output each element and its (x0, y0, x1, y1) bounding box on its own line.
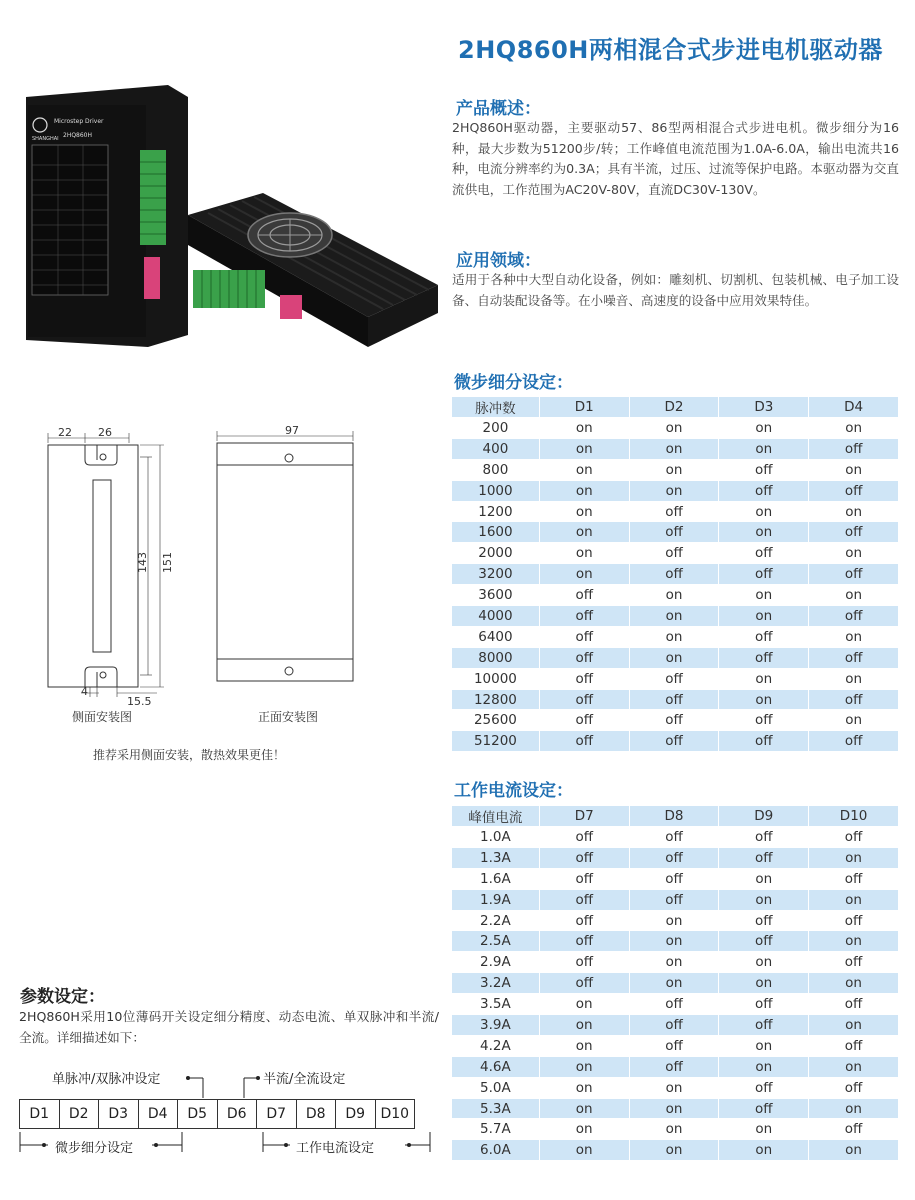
photo-label: Microstep Driver (54, 118, 104, 125)
table-row (452, 1035, 899, 1056)
overview-heading: 产品概述： (456, 99, 541, 119)
table-row (452, 868, 899, 889)
table-cell: on (539, 1098, 629, 1119)
table-cell: on (809, 668, 899, 689)
table-cell: 6400 (452, 626, 540, 647)
table-row (452, 626, 899, 647)
table-row (452, 889, 899, 910)
table-header-cell: D8 (629, 806, 719, 827)
table-cell: off (809, 480, 899, 501)
table-row (452, 931, 899, 952)
table-cell: off (539, 952, 629, 973)
table-cell: off (539, 827, 629, 848)
table-cell: on (809, 973, 899, 994)
table-cell: on (719, 438, 809, 459)
application-heading: 应用领域： (456, 251, 541, 271)
table-cell: on (539, 1056, 629, 1077)
table-cell: 6.0A (452, 1140, 540, 1161)
table-cell: on (809, 710, 899, 731)
table-cell: on (539, 543, 629, 564)
table-cell: off (719, 931, 809, 952)
table-cell: on (539, 1140, 629, 1161)
table-cell: on (629, 438, 719, 459)
table-cell: on (539, 418, 629, 439)
table-cell: 2.2A (452, 910, 540, 931)
product-photo (18, 85, 443, 370)
table-cell: on (809, 501, 899, 522)
table-cell: on (539, 1015, 629, 1036)
table-cell: off (809, 1035, 899, 1056)
table-header-cell: D7 (539, 806, 629, 827)
table-cell: on (719, 689, 809, 710)
table-cell: 1.3A (452, 847, 540, 868)
page-title: 2HQ860H两相混合式步进电机驱动器 (458, 36, 883, 64)
table-cell: on (539, 1077, 629, 1098)
table-cell: off (809, 522, 899, 543)
table-row (452, 418, 899, 439)
table-header-cell: 脉冲数 (452, 397, 540, 418)
table-cell: on (719, 1056, 809, 1077)
table-row (452, 1140, 899, 1161)
table-cell: on (539, 438, 629, 459)
table-cell: off (539, 647, 629, 668)
current-heading: 工作电流设定： (454, 781, 573, 801)
table-row (452, 1098, 899, 1119)
table-header-cell: D2 (629, 397, 719, 418)
dip-switch-cell: D1 (19, 1099, 60, 1129)
table-row (452, 459, 899, 480)
table-cell: on (719, 606, 809, 627)
dim-143: 143 (136, 552, 149, 573)
table-cell: off (719, 731, 809, 752)
table-cell: on (809, 418, 899, 439)
table-row (452, 647, 899, 668)
table-row (452, 1119, 899, 1140)
photo-model: 2HQ860H (63, 132, 93, 139)
dim-97: 97 (285, 425, 299, 437)
table-cell: off (539, 689, 629, 710)
table-cell: off (539, 931, 629, 952)
table-cell: on (719, 868, 809, 889)
table-header-cell: D1 (539, 397, 629, 418)
table-cell: off (809, 647, 899, 668)
table-cell: on (719, 973, 809, 994)
table-cell: off (629, 1056, 719, 1077)
table-cell: 2.5A (452, 931, 540, 952)
table-header-cell: D9 (719, 806, 809, 827)
table-cell: on (629, 1119, 719, 1140)
table-cell: 8000 (452, 647, 540, 668)
table-cell: 1200 (452, 501, 540, 522)
dip-switch-cell: D7 (256, 1099, 297, 1129)
table-cell: on (809, 1140, 899, 1161)
table-header-cell: 峰值电流 (452, 806, 540, 827)
table-cell: 3.5A (452, 994, 540, 1015)
table-cell: off (719, 1077, 809, 1098)
table-cell: off (629, 689, 719, 710)
table-cell: on (809, 626, 899, 647)
table-cell: off (809, 952, 899, 973)
dim-26: 26 (98, 426, 112, 439)
table-cell: on (809, 459, 899, 480)
front-view-drawing (217, 431, 353, 681)
table-cell: on (629, 1077, 719, 1098)
table-cell: on (629, 480, 719, 501)
table-cell: on (809, 1015, 899, 1036)
table-cell: off (629, 543, 719, 564)
dim-4: 4 (81, 685, 88, 698)
table-cell: off (539, 731, 629, 752)
table-cell: off (539, 868, 629, 889)
table-row (452, 827, 899, 848)
table-row (452, 973, 899, 994)
dim-15-5: 15.5 (127, 695, 152, 708)
table-cell: off (539, 973, 629, 994)
table-cell: on (539, 459, 629, 480)
table-cell: on (719, 418, 809, 439)
table-cell: off (719, 543, 809, 564)
table-cell: off (629, 1015, 719, 1036)
table-cell: on (629, 1098, 719, 1119)
table-cell: 1000 (452, 480, 540, 501)
table-cell: on (539, 522, 629, 543)
table-cell: 1.9A (452, 889, 540, 910)
table-cell: off (629, 522, 719, 543)
table-cell: 12800 (452, 689, 540, 710)
table-cell: off (629, 710, 719, 731)
table-cell: on (809, 931, 899, 952)
microstep-heading: 微步细分设定： (454, 373, 573, 393)
table-cell: off (809, 438, 899, 459)
table-cell: off (629, 731, 719, 752)
table-cell: off (539, 889, 629, 910)
driver-unit-front (26, 85, 188, 347)
dim-151: 151 (161, 552, 174, 573)
dip-switch-cell: D4 (138, 1099, 179, 1129)
table-cell: off (719, 564, 809, 585)
table-cell: off (719, 710, 809, 731)
table-cell: off (539, 710, 629, 731)
table-cell: on (539, 480, 629, 501)
table-row (452, 585, 899, 606)
dimension-drawings (35, 425, 355, 725)
table-cell: on (539, 1119, 629, 1140)
table-cell: off (539, 910, 629, 931)
table-cell: on (719, 585, 809, 606)
table-cell: off (539, 585, 629, 606)
table-cell: on (719, 1119, 809, 1140)
table-row (452, 480, 899, 501)
table-cell: 3.9A (452, 1015, 540, 1036)
table-cell: 3600 (452, 585, 540, 606)
table-cell: on (719, 889, 809, 910)
table-cell: off (629, 847, 719, 868)
table-cell: on (809, 1098, 899, 1119)
table-row (452, 1056, 899, 1077)
dip-switch-row (19, 1099, 415, 1129)
table-cell: on (629, 931, 719, 952)
table-cell: on (809, 889, 899, 910)
table-cell: on (629, 647, 719, 668)
dip-switch-cell: D3 (98, 1099, 139, 1129)
table-row (452, 910, 899, 931)
table-cell: off (809, 1119, 899, 1140)
table-cell: on (629, 585, 719, 606)
table-cell: off (809, 910, 899, 931)
micro-label: 微步细分设定 (55, 1141, 134, 1156)
table-row (452, 564, 899, 585)
table-cell: off (809, 868, 899, 889)
table-cell: 3200 (452, 564, 540, 585)
table-cell: 4.6A (452, 1056, 540, 1077)
table-row (452, 1077, 899, 1098)
table-cell: on (629, 418, 719, 439)
table-row (452, 994, 899, 1015)
dip-switch-cell: D2 (59, 1099, 100, 1129)
table-cell: on (629, 952, 719, 973)
table-row (452, 606, 899, 627)
params-text: 2HQ860H采用10位薄码开关设定细分精度、动态电流、单双脉冲和半流/全流。详细描述如下： (19, 1009, 439, 1045)
table-cell: on (629, 459, 719, 480)
table-cell: on (719, 668, 809, 689)
table-cell: on (809, 543, 899, 564)
table-cell: on (809, 585, 899, 606)
table-header-cell: D4 (809, 397, 899, 418)
table-cell: 5.3A (452, 1098, 540, 1119)
dip-switch-cell: D9 (335, 1099, 376, 1129)
table-cell: off (809, 994, 899, 1015)
table-cell: 2.9A (452, 952, 540, 973)
table-cell: off (629, 827, 719, 848)
table-cell: 800 (452, 459, 540, 480)
photo-brand: SHANGHAI (32, 136, 59, 142)
table-cell: 3.2A (452, 973, 540, 994)
dim-22: 22 (58, 426, 72, 439)
table-cell: on (719, 522, 809, 543)
table-header-cell: D3 (719, 397, 809, 418)
dip-switch-cell: D6 (217, 1099, 258, 1129)
half-label: 半流/全流设定 (263, 1072, 346, 1087)
table-cell: 200 (452, 418, 540, 439)
table-cell: on (719, 501, 809, 522)
pulse-label: 单脉冲/双脉冲设定 (52, 1072, 161, 1087)
table-cell: on (539, 1035, 629, 1056)
table-cell: off (809, 606, 899, 627)
table-cell: off (539, 847, 629, 868)
table-cell: off (719, 827, 809, 848)
table-cell: off (539, 606, 629, 627)
table-header-cell: D10 (809, 806, 899, 827)
table-cell: on (629, 1140, 719, 1161)
table-cell: 5.7A (452, 1119, 540, 1140)
table-cell: off (719, 626, 809, 647)
install-note: 推荐采用侧面安装，散热效果更佳！ (93, 748, 286, 762)
table-row (452, 668, 899, 689)
table-cell: on (539, 994, 629, 1015)
table-cell: off (629, 501, 719, 522)
table-header-row (452, 806, 899, 827)
current-table (451, 805, 899, 1161)
application-text: 适用于各种中大型自动化设备，例如：雕刻机、切割机、包装机械、电子加工设备、自动装配设备等。在小噪音、高速度的设备中应用效果特佳。 (452, 272, 899, 308)
table-cell: 4.2A (452, 1035, 540, 1056)
table-cell: off (539, 626, 629, 647)
table-cell: off (629, 1035, 719, 1056)
table-row (452, 501, 899, 522)
table-cell: off (809, 827, 899, 848)
table-cell: off (629, 868, 719, 889)
table-cell: 1.6A (452, 868, 540, 889)
current-label: 工作电流设定 (296, 1141, 375, 1156)
table-cell: off (629, 889, 719, 910)
table-cell: off (809, 731, 899, 752)
table-header-row (452, 397, 899, 418)
table-cell: off (719, 1015, 809, 1036)
dip-switch-cell: D5 (177, 1099, 218, 1129)
table-cell: 1.0A (452, 827, 540, 848)
table-row (452, 543, 899, 564)
table-cell: 4000 (452, 606, 540, 627)
dip-switch-cell: D10 (375, 1099, 416, 1129)
driver-unit-fan (188, 193, 438, 347)
table-cell: off (719, 480, 809, 501)
table-cell: off (809, 689, 899, 710)
table-row (452, 522, 899, 543)
table-cell: on (629, 626, 719, 647)
table-cell: off (719, 910, 809, 931)
table-cell: on (719, 952, 809, 973)
table-cell: off (629, 994, 719, 1015)
table-cell: 10000 (452, 668, 540, 689)
dip-switch-cell: D8 (296, 1099, 337, 1129)
table-row (452, 952, 899, 973)
table-cell: on (629, 606, 719, 627)
table-row (452, 847, 899, 868)
table-cell: 400 (452, 438, 540, 459)
table-cell: 1600 (452, 522, 540, 543)
table-cell: off (629, 564, 719, 585)
table-cell: off (719, 847, 809, 868)
table-cell: off (719, 994, 809, 1015)
front-caption: 正面安装图 (258, 710, 319, 724)
overview-text: 2HQ860H驱动器，主要驱动57、86型两相混合式步进电机。微步细分为16种，最大步数为51200步/转；工作峰值电流范围为1.0A-6.0A，输出电流共16种，电流分辨率约为0.3A；具有半流，过压、过流等保护电路。本驱动器为交直流供电，工作范围为AC20V-80V，直流DC30V-130V。 (452, 120, 899, 197)
microstep-table (451, 396, 899, 752)
table-cell: off (539, 668, 629, 689)
table-cell: on (629, 973, 719, 994)
table-cell: off (719, 647, 809, 668)
table-cell: off (809, 564, 899, 585)
params-heading: 参数设定： (20, 987, 105, 1007)
table-cell: off (629, 668, 719, 689)
table-cell: 51200 (452, 731, 540, 752)
table-cell: 2000 (452, 543, 540, 564)
table-cell: on (629, 910, 719, 931)
table-cell: on (809, 847, 899, 868)
table-cell: on (719, 1035, 809, 1056)
table-cell: on (809, 1056, 899, 1077)
table-cell: off (719, 459, 809, 480)
table-cell: 25600 (452, 710, 540, 731)
table-cell: on (539, 501, 629, 522)
table-row (452, 1015, 899, 1036)
table-cell: off (809, 1077, 899, 1098)
table-row (452, 710, 899, 731)
table-cell: 5.0A (452, 1077, 540, 1098)
table-cell: on (719, 1140, 809, 1161)
table-row (452, 438, 899, 459)
table-row (452, 731, 899, 752)
table-cell: on (539, 564, 629, 585)
table-row (452, 689, 899, 710)
table-cell: off (719, 1098, 809, 1119)
side-caption: 侧面安装图 (72, 710, 133, 724)
